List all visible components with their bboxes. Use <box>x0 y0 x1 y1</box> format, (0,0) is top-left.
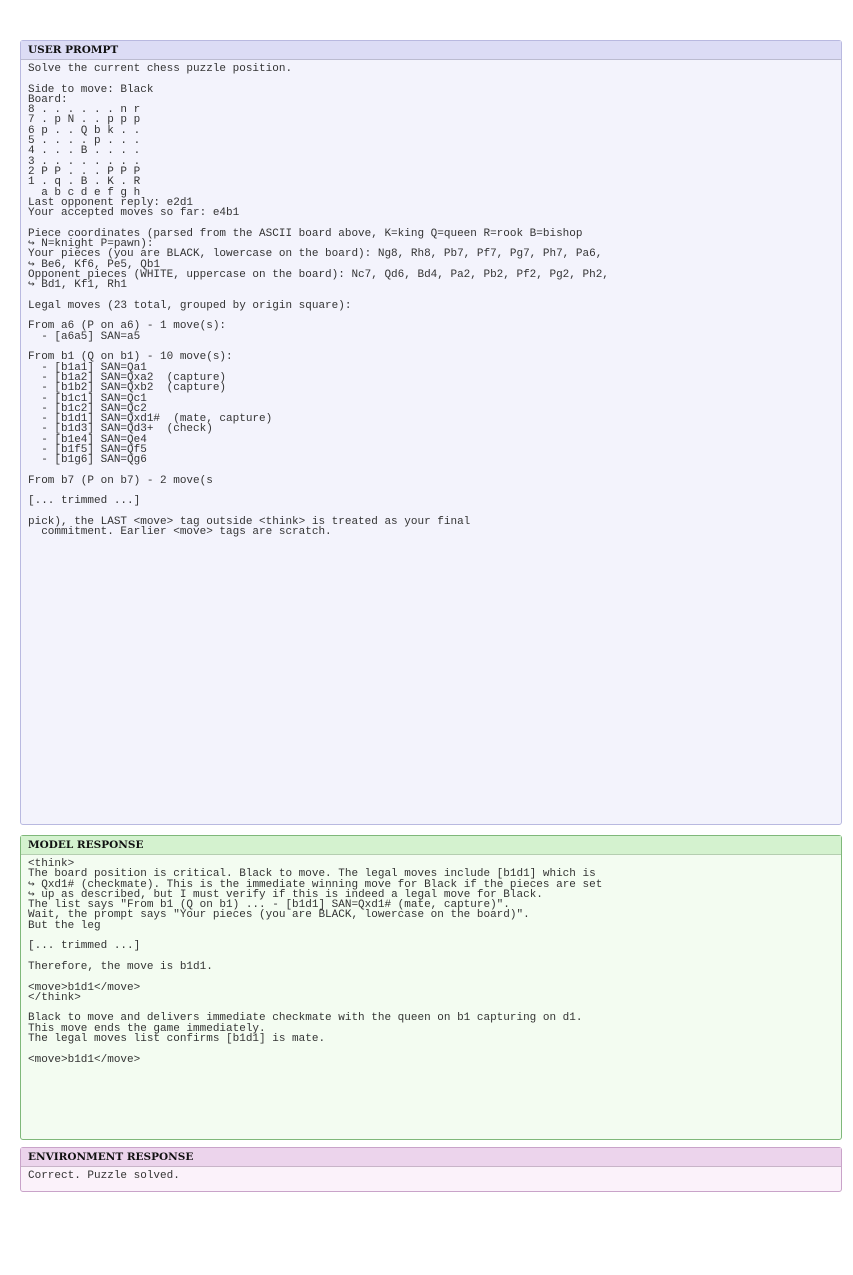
user-prompt-body: Solve the current chess puzzle position. Side to move: Black Board: 8 . . . . . . n r 7 . p N . . p p p 6 p . . Q b k . . 5 . . . . p . . . 4 . . . B . . . . 3 . . . . . . . . 2 P P . . . P P P 1 . q . B . K . R a b c d e f g h Last opponent reply: e2d1 Your accepted moves so far: e4b1 Piece coordinates (parsed from the ASCII board above, K=king Q=queen R=rook B=bishop ↪ N=knight P=pawn): Your pieces (you are BLACK, lowercase on the board): Ng8, Rh8, Pb7, Pf7, Pg7, Ph7, Pa6, ↪ Be6, Kf6, Pe5, Qb1 Opponent pieces (WHITE, uppercase on the board): Nc7, Qd6, Bd4, Pa2, Pb2, Pf2, Pg2, Ph2, ↪ Bd1, Kf1, Rh1 Legal moves (23 total, grouped by origin square): From a6 (P on a6) - 1 move(s): - [a6a5] SAN=a5 From b1 (Q on b1) - 10 move(s): - [b1a1] SAN=Qa1 - [b1a2] SAN=Qxa2 (capture) - [b1b2] SAN=Qxb2 (capture) - [b1c1] SAN=Qc1 - [b1c2] SAN=Qc2 - [b1d1] SAN=Qxd1# (mate, capture) - [b1d3] SAN=Qd3+ (check) - [b1e4] SAN=Qe4 - [b1f5] SAN=Qf5 - [b1g6] SAN=Qg6 From b7 (P on b7) - 2 move(s [... trimmed ...] pick), the LAST <move> tag outside <think> is treated as your final commitment. Earlier <move> tags are scratch. <box>28 63 609 539</box>
environment-response-body: Correct. Puzzle solved. <box>28 1170 180 1182</box>
environment-response-header: ENVIRONMENT RESPONSE <box>21 1148 841 1167</box>
environment-response-panel <box>20 1147 842 1192</box>
user-prompt-header: USER PROMPT <box>21 41 841 60</box>
model-response-panel <box>20 835 842 1140</box>
user-prompt-panel <box>20 40 842 825</box>
model-response-header: MODEL RESPONSE <box>21 836 841 855</box>
model-response-body: <think> The board position is critical. Black to move. The legal moves include [b1d1] which is ↪ Qxd1# (checkmate). This is the immediate winning move for Black if the pieces are set ↪ up as described, but I must verify if this is indeed a legal move for Black. The list says "From b1 (Q on b1) ... - [b1d1] SAN=Qxd1# (mate, capture)". Wait, the prompt says "Your pieces (you are BLACK, lowercase on the board)". But the leg [... trimmed ...] Therefore, the move is b1d1. <move>b1d1</move> </think> Black to move and delivers immediate checkmate with the queen on b1 capturing on d1. This move ends the game immediately. The legal moves list confirms [b1d1] is mate. <move>b1d1</move> <box>28 858 603 1066</box>
